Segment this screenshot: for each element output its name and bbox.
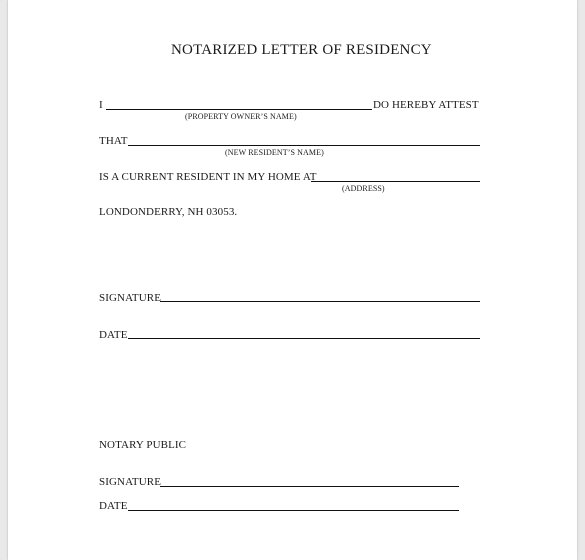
owner-date-field[interactable] xyxy=(128,338,480,339)
new-resident-caption: (NEW RESIDENT’S NAME) xyxy=(225,148,324,157)
owner-signature-label: SIGNATURE xyxy=(99,292,162,304)
address-field[interactable] xyxy=(311,181,480,182)
owner-prefix: I xyxy=(99,99,103,111)
current-resident-text: IS A CURRENT RESIDENT IN MY HOME AT xyxy=(99,171,317,183)
that-label: THAT xyxy=(99,135,128,147)
property-owner-name-field[interactable] xyxy=(106,109,372,110)
document-title: NOTARIZED LETTER OF RESIDENCY xyxy=(171,42,432,58)
new-resident-name-field[interactable] xyxy=(128,145,480,146)
owner-signature-field[interactable] xyxy=(160,301,480,302)
notary-date-label: DATE xyxy=(99,500,128,512)
property-owner-caption: (PROPERTY OWNER’S NAME) xyxy=(185,112,297,121)
city-line: LONDONDERRY, NH 03053. xyxy=(99,206,238,218)
notary-signature-label: SIGNATURE xyxy=(99,476,162,488)
owner-date-label: DATE xyxy=(99,329,128,341)
address-caption: (ADDRESS) xyxy=(342,184,385,193)
notary-date-field[interactable] xyxy=(128,510,459,511)
document-page xyxy=(8,0,577,560)
notary-heading: NOTARY PUBLIC xyxy=(99,439,187,451)
attest-text: DO HEREBY ATTEST xyxy=(373,99,479,111)
notary-signature-field[interactable] xyxy=(160,486,459,487)
